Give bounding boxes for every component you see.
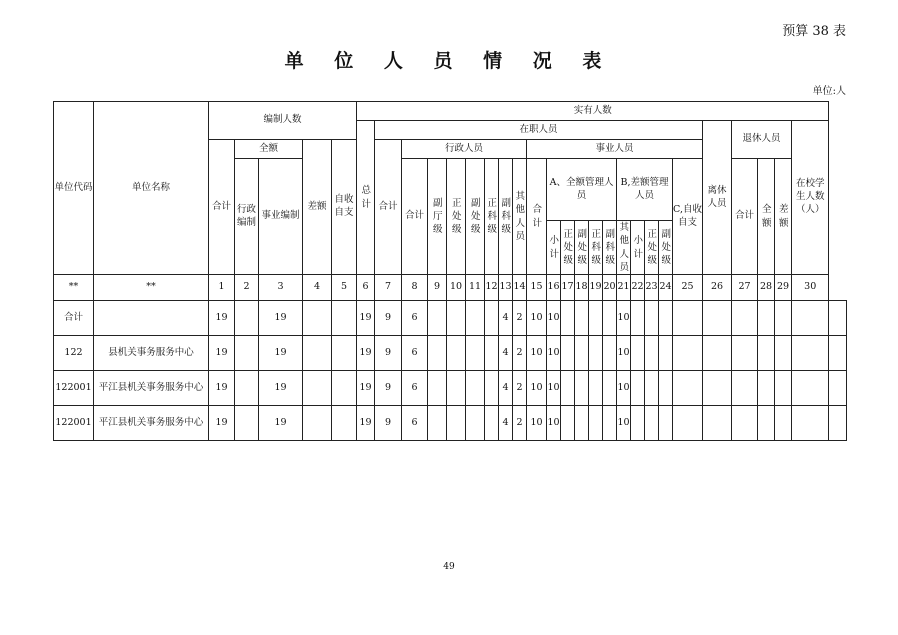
value-cell	[589, 371, 603, 406]
page-title: 单 位 人 员 情 况 表	[284, 50, 614, 72]
col-retired-group: 退休人员	[732, 121, 792, 159]
table-row	[54, 336, 847, 371]
value-cell	[645, 406, 659, 441]
index-cell: 2	[235, 275, 259, 301]
col-a-section: 正科级	[589, 221, 603, 275]
table-row	[54, 406, 847, 441]
table-row	[54, 301, 847, 336]
value-cell	[603, 406, 617, 441]
value-cell	[447, 336, 466, 371]
value-cell	[659, 336, 673, 371]
value-cell	[235, 336, 259, 371]
value-cell: 10	[547, 336, 561, 371]
value-cell	[792, 371, 829, 406]
col-self-funded: 自收自支	[332, 140, 357, 275]
value-cell	[703, 336, 732, 371]
index-cell: 24	[659, 275, 673, 301]
value-cell: 19	[259, 371, 303, 406]
col-group-b: B,差额管理人员	[617, 159, 673, 221]
value-cell	[631, 371, 645, 406]
value-cell: 19	[357, 371, 375, 406]
value-cell	[466, 406, 485, 441]
value-cell	[575, 406, 589, 441]
col-deputy-bureau: 副厅级	[428, 159, 447, 275]
value-cell	[659, 406, 673, 441]
col-employed: 在职人员	[375, 121, 703, 140]
value-cell	[775, 336, 792, 371]
index-cell: 3	[259, 275, 303, 301]
value-cell: 6	[402, 336, 428, 371]
value-cell	[645, 301, 659, 336]
value-cell: 2	[513, 371, 527, 406]
value-cell	[829, 371, 847, 406]
personnel-table	[53, 101, 847, 441]
index-cell: 23	[645, 275, 659, 301]
index-cell: 17	[561, 275, 575, 301]
value-cell: 9	[375, 301, 402, 336]
col-deputy-division: 副处级	[466, 159, 485, 275]
value-cell	[732, 371, 758, 406]
value-cell: 10	[547, 371, 561, 406]
value-cell	[758, 406, 775, 441]
value-cell	[703, 406, 732, 441]
index-cell: 12	[485, 275, 499, 301]
col-actual: 实有人数	[357, 102, 829, 121]
value-cell	[792, 336, 829, 371]
value-cell: 6	[402, 406, 428, 441]
value-cell	[631, 406, 645, 441]
index-cell: 29	[775, 275, 792, 301]
value-cell: 4	[499, 301, 513, 336]
value-cell	[775, 371, 792, 406]
index-cell: 5	[332, 275, 357, 301]
unit-code-cell: 合计	[54, 301, 94, 336]
value-cell	[466, 301, 485, 336]
value-cell	[575, 371, 589, 406]
value-cell	[645, 336, 659, 371]
col-a-deputy-division: 副处级	[575, 221, 589, 275]
value-cell	[659, 301, 673, 336]
value-cell	[703, 371, 732, 406]
value-cell: 10	[617, 301, 631, 336]
value-cell	[732, 336, 758, 371]
col-retired-diff: 差额	[775, 159, 792, 275]
value-cell: 4	[499, 406, 513, 441]
col-unit-name: 单位名称	[94, 102, 209, 275]
value-cell: 9	[375, 371, 402, 406]
unit-name-cell	[94, 301, 209, 336]
col-a-division: 正处级	[561, 221, 575, 275]
value-cell: 10	[527, 301, 547, 336]
index-cell: 8	[402, 275, 428, 301]
col-division: 正处级	[447, 159, 466, 275]
value-cell	[332, 371, 357, 406]
value-cell	[235, 371, 259, 406]
value-cell	[561, 336, 575, 371]
value-cell	[775, 406, 792, 441]
value-cell	[758, 301, 775, 336]
value-cell	[332, 301, 357, 336]
value-cell	[303, 301, 332, 336]
value-cell	[829, 301, 847, 336]
col-unit-code: 单位代码	[54, 102, 94, 275]
index-cell: 25	[673, 275, 703, 301]
col-employed-total: 合计	[375, 140, 402, 275]
col-deputy-section: 副科级	[499, 159, 513, 275]
value-cell: 10	[547, 406, 561, 441]
col-a-deputy-section: 副科级	[603, 221, 617, 275]
unit-label: 单位:人	[812, 86, 846, 97]
col-diff-quota: 差额	[303, 140, 332, 275]
value-cell: 19	[259, 336, 303, 371]
value-cell: 19	[259, 406, 303, 441]
index-cell: **	[54, 275, 94, 301]
col-b-deputy-division: 副处级	[659, 221, 673, 275]
index-row	[54, 275, 847, 301]
value-cell	[673, 336, 703, 371]
data-rows	[54, 301, 847, 441]
col-admin-staff: 行政人员	[402, 140, 527, 159]
value-cell	[732, 301, 758, 336]
value-cell	[829, 336, 847, 371]
col-retired-cadre: 离休人员	[703, 121, 732, 275]
unit-name-cell: 县机关事务服务中心	[94, 336, 209, 371]
value-cell	[575, 336, 589, 371]
value-cell	[447, 406, 466, 441]
value-cell	[575, 301, 589, 336]
value-cell: 10	[617, 406, 631, 441]
value-cell	[428, 371, 447, 406]
value-cell: 9	[375, 406, 402, 441]
index-cell: 6	[357, 275, 375, 301]
index-cell: 30	[792, 275, 829, 301]
col-staffing-total: 合计	[209, 140, 235, 275]
value-cell: 19	[209, 336, 235, 371]
col-other-staff: 其他人员	[513, 159, 527, 275]
page-number: 49	[443, 562, 455, 572]
value-cell	[428, 406, 447, 441]
col-admin-staffing: 行政编制	[235, 159, 259, 275]
value-cell: 10	[617, 371, 631, 406]
value-cell: 10	[527, 336, 547, 371]
value-cell: 19	[357, 406, 375, 441]
value-cell	[673, 406, 703, 441]
index-cell: 4	[303, 275, 332, 301]
value-cell	[758, 371, 775, 406]
value-cell	[829, 406, 847, 441]
value-cell	[447, 301, 466, 336]
value-cell	[235, 301, 259, 336]
col-admin-total: 合计	[402, 159, 428, 275]
index-cell: 19	[589, 275, 603, 301]
col-b-division: 正处级	[645, 221, 659, 275]
col-section: 正科级	[485, 159, 499, 275]
value-cell: 2	[513, 336, 527, 371]
value-cell: 10	[527, 406, 547, 441]
index-cell: 11	[466, 275, 485, 301]
value-cell: 19	[357, 336, 375, 371]
value-cell: 2	[513, 406, 527, 441]
value-cell	[631, 301, 645, 336]
value-cell: 2	[513, 301, 527, 336]
value-cell	[332, 406, 357, 441]
form-number: 预算 38 表	[782, 24, 846, 39]
value-cell: 19	[209, 301, 235, 336]
value-cell	[485, 406, 499, 441]
value-cell	[732, 406, 758, 441]
value-cell	[589, 406, 603, 441]
col-b-subtotal: 小计	[631, 221, 645, 275]
value-cell	[673, 301, 703, 336]
unit-name-cell: 平江县机关事务服务中心	[94, 406, 209, 441]
value-cell: 19	[209, 371, 235, 406]
unit-code-cell: 122001	[54, 371, 94, 406]
value-cell	[485, 336, 499, 371]
index-cell: 16	[547, 275, 561, 301]
index-cell: 18	[575, 275, 589, 301]
col-full-quota: 全额	[235, 140, 303, 159]
value-cell	[673, 371, 703, 406]
value-cell	[792, 301, 829, 336]
col-career-staff: 事业人员	[527, 140, 703, 159]
index-cell: 20	[603, 275, 617, 301]
col-staffing: 编制人数	[209, 102, 357, 140]
value-cell	[603, 336, 617, 371]
unit-code-cell: 122	[54, 336, 94, 371]
value-cell: 10	[547, 301, 561, 336]
index-cell: 13	[499, 275, 513, 301]
index-cell: 26	[703, 275, 732, 301]
value-cell: 4	[499, 371, 513, 406]
value-cell: 9	[375, 336, 402, 371]
value-cell	[466, 336, 485, 371]
value-cell	[485, 301, 499, 336]
index-cell: **	[94, 275, 209, 301]
table-row	[54, 371, 847, 406]
col-students: 在校学生人数（人）	[792, 121, 829, 275]
col-group-c: C,自收自支	[673, 159, 703, 275]
value-cell	[603, 371, 617, 406]
col-retired-full: 全额	[758, 159, 775, 275]
value-cell: 19	[259, 301, 303, 336]
index-cell: 21	[617, 275, 631, 301]
value-cell: 6	[402, 301, 428, 336]
value-cell: 10	[617, 336, 631, 371]
col-grand-total: 总计	[357, 121, 375, 275]
value-cell	[561, 406, 575, 441]
value-cell: 19	[209, 406, 235, 441]
value-cell	[589, 336, 603, 371]
value-cell: 4	[499, 336, 513, 371]
index-cell: 15	[527, 275, 547, 301]
value-cell	[561, 371, 575, 406]
col-group-a: A、全额管理人员	[547, 159, 617, 221]
index-cell: 14	[513, 275, 527, 301]
index-cell: 1	[209, 275, 235, 301]
value-cell	[603, 301, 617, 336]
unit-name-cell: 平江县机关事务服务中心	[94, 371, 209, 406]
value-cell	[447, 371, 466, 406]
index-cell: 27	[732, 275, 758, 301]
unit-code-cell: 122001	[54, 406, 94, 441]
value-cell	[466, 371, 485, 406]
value-cell: 19	[357, 301, 375, 336]
value-cell: 10	[527, 371, 547, 406]
value-cell	[775, 301, 792, 336]
value-cell	[631, 336, 645, 371]
col-a-subtotal: 小计	[547, 221, 561, 275]
index-cell: 28	[758, 275, 775, 301]
value-cell	[758, 336, 775, 371]
col-retired-total: 合计	[732, 159, 758, 275]
col-b-other-staff: 其他人员	[617, 221, 631, 275]
value-cell	[645, 371, 659, 406]
value-cell	[589, 301, 603, 336]
value-cell	[561, 301, 575, 336]
value-cell	[703, 301, 732, 336]
col-career-total: 合计	[527, 159, 547, 275]
index-cell: 7	[375, 275, 402, 301]
index-cell: 22	[631, 275, 645, 301]
index-cell: 10	[447, 275, 466, 301]
value-cell	[485, 371, 499, 406]
value-cell	[235, 406, 259, 441]
value-cell	[428, 301, 447, 336]
value-cell	[303, 406, 332, 441]
value-cell	[659, 371, 673, 406]
col-career-staffing: 事业编制	[259, 159, 303, 275]
value-cell	[792, 406, 829, 441]
value-cell: 6	[402, 371, 428, 406]
value-cell	[332, 336, 357, 371]
value-cell	[428, 336, 447, 371]
value-cell	[303, 371, 332, 406]
index-cell: 9	[428, 275, 447, 301]
value-cell	[303, 336, 332, 371]
